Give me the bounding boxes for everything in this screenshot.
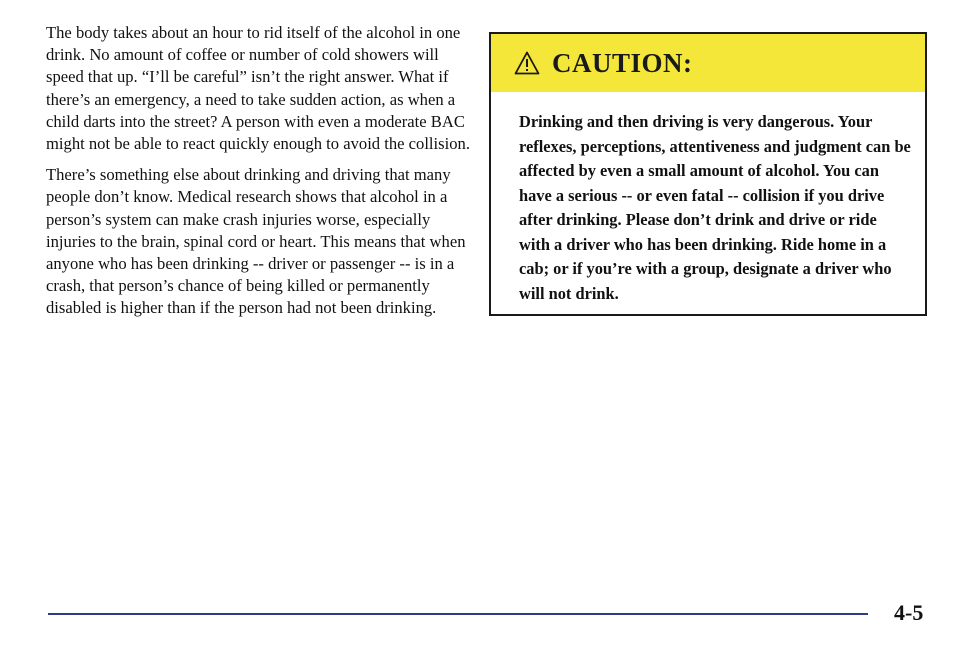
footer-rule (48, 613, 868, 615)
caution-header (491, 34, 925, 92)
body-text-column (46, 22, 471, 329)
page-number: 4-5 (894, 600, 924, 625)
warning-triangle-icon (514, 51, 540, 75)
paragraph-alcohol-time: The body takes about an hour to rid itself of the alcohol in one drink. No amount of coffee or number of cold showers will speed that up. “I’ll be careful” isn’t the right answer. What if there’s an emergency, a need to take sudden action, as when a child darts into the street? A person with even a moderate BAC might not be able to react quickly enough to avoid the collision. (46, 23, 470, 154)
caution-title: CAUTION: (552, 47, 693, 78)
caution-text: Drinking and then driving is very dangerous. Your reflexes, perceptions, attentiveness and judgment can be affected by even a small amount of alcohol. You can have a serious -- or even fatal -- collision if you drive after drinking. Please don’t drink and drive or ride with a driver who has been drinking. Ride home in a cab; or if you’re with a group, designate a driver who will not drink. (519, 112, 911, 303)
caution-box (489, 32, 927, 316)
paragraph-injury-risk: There’s something else about drinking and driving that many people don’t know. Medical research shows that alcohol in a person’s system can make crash injuries worse, especially injuries to the brain, spinal cord or heart. This means that when anyone who has been drinking -- driver or passenger -- is in a crash, that person’s chance of being killed or permanently disabled is higher than if the person had not been drinking. (46, 165, 466, 318)
